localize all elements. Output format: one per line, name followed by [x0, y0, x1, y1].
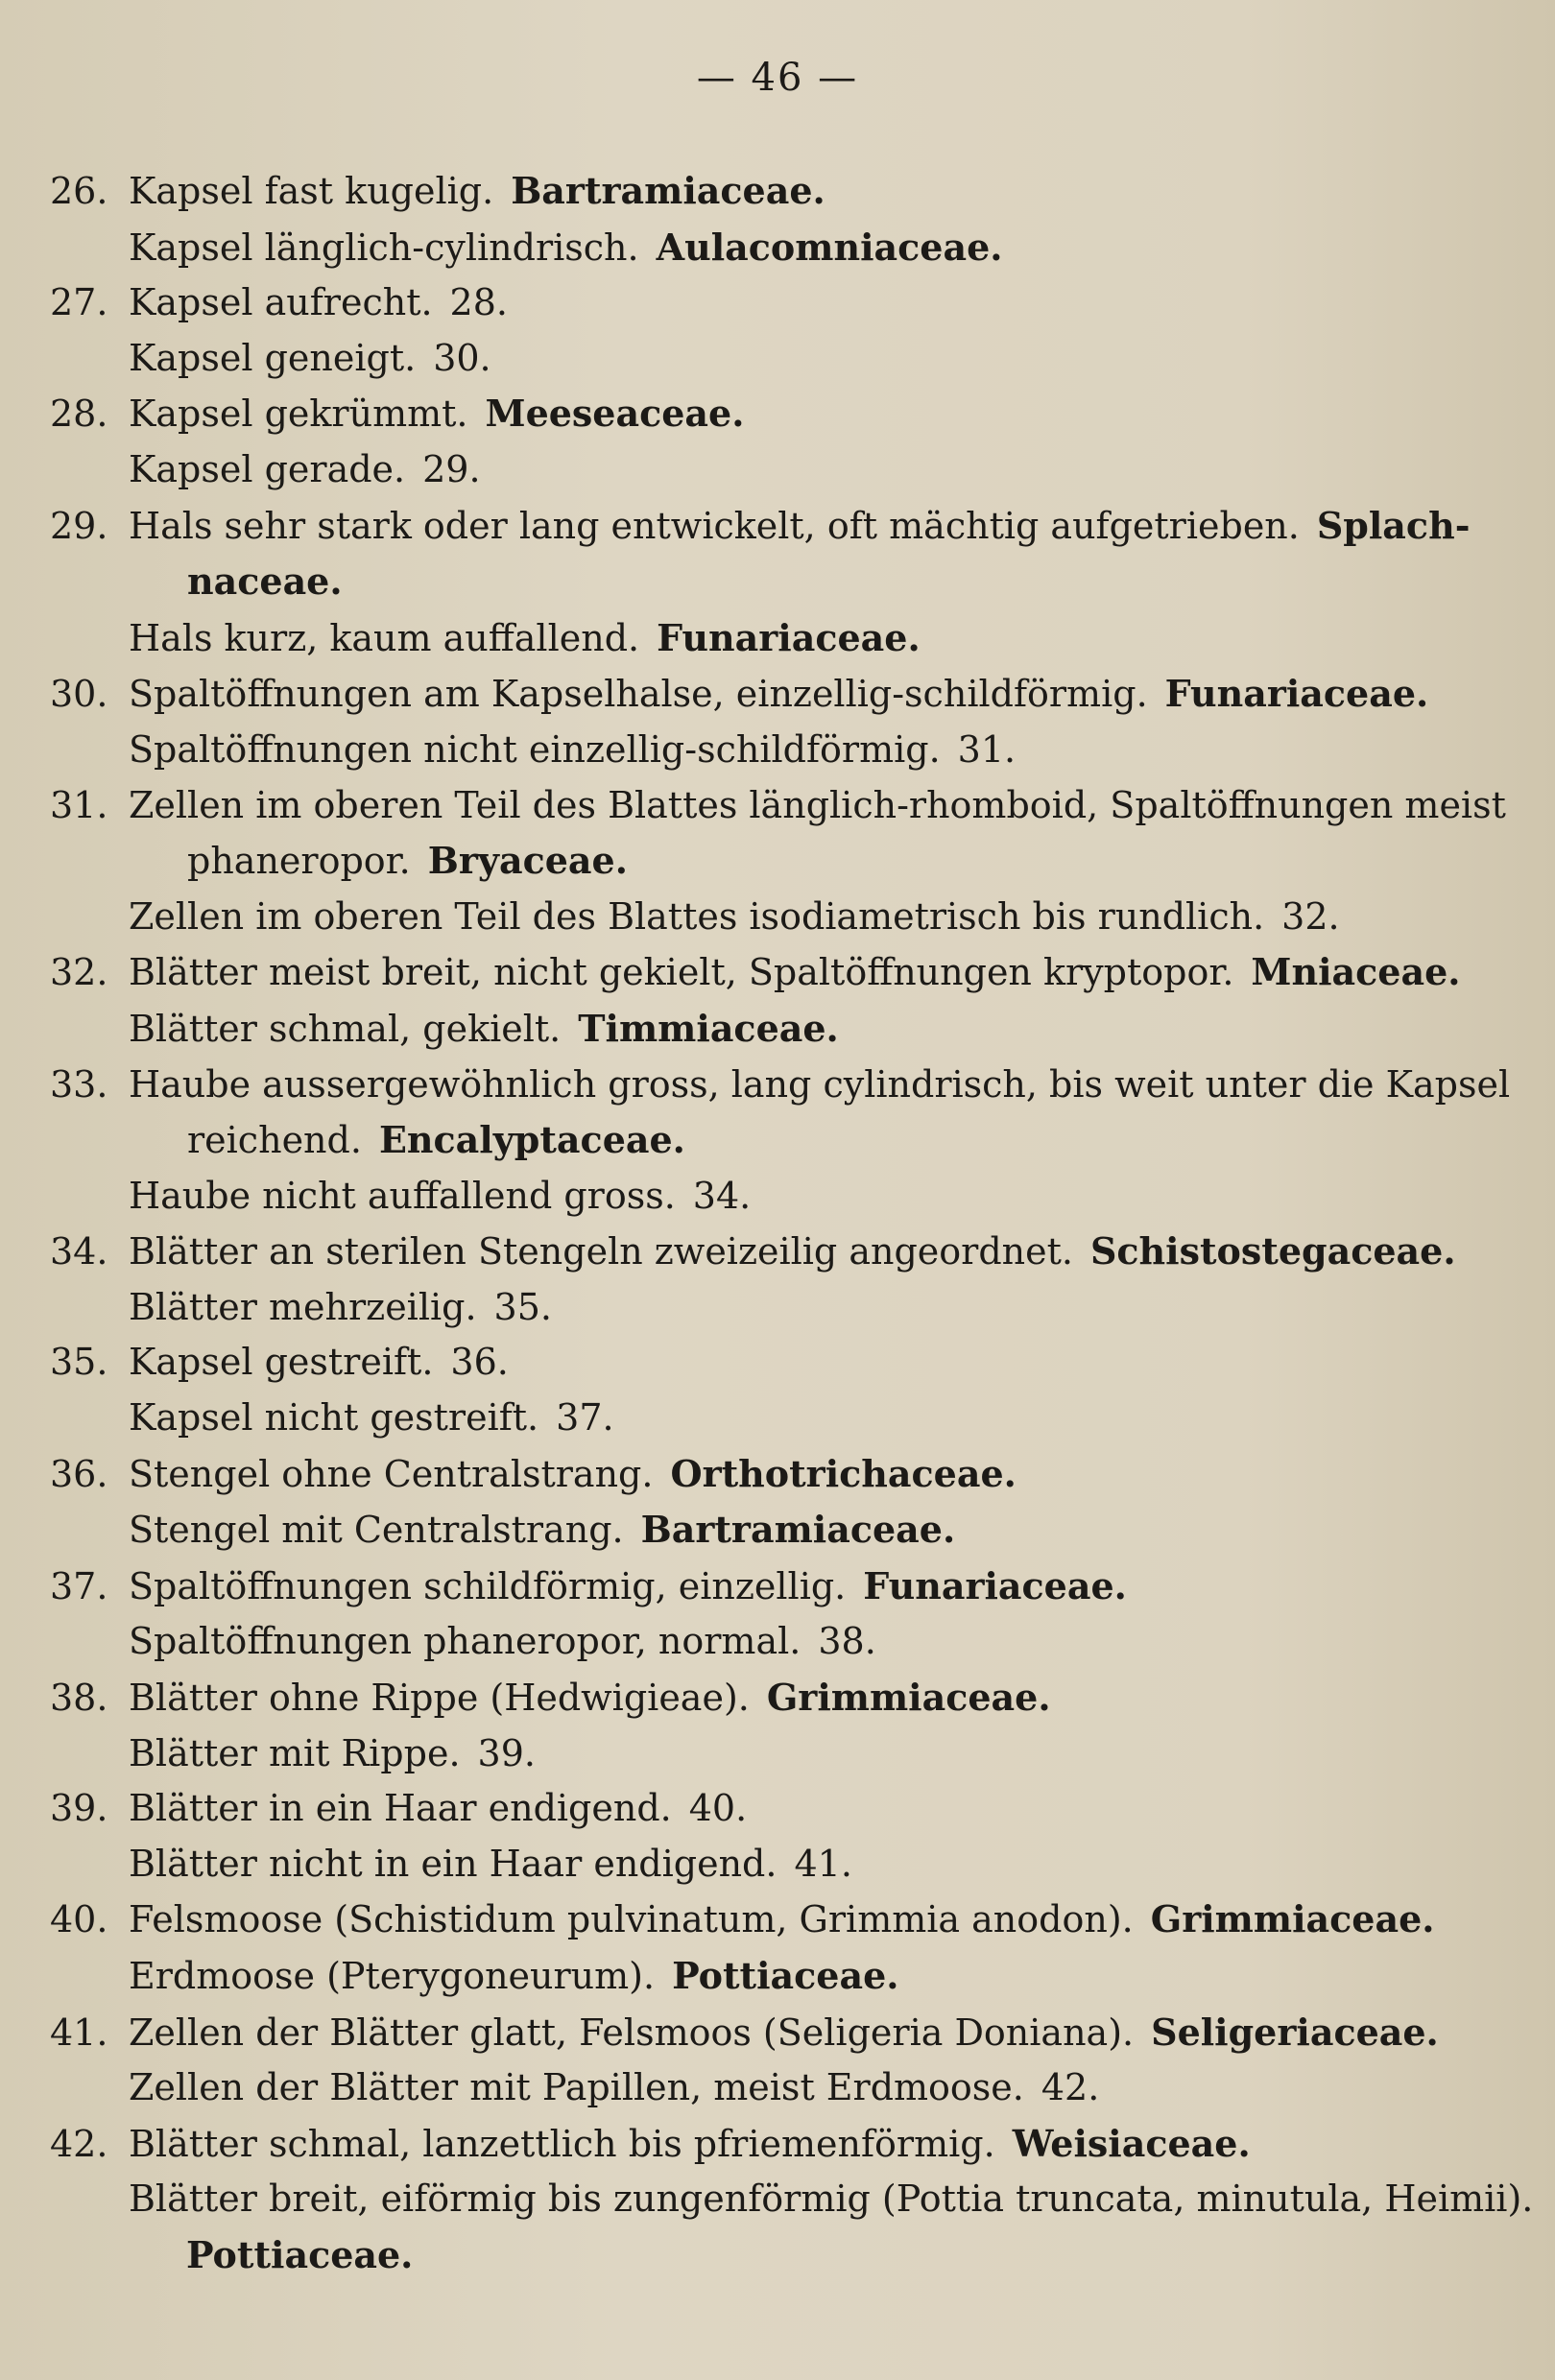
entry-number: 40.	[50, 1898, 108, 1941]
key-text: Hals kurz, kaum auffallend.	[129, 616, 640, 659]
key-text: Stengel ohne Centralstrang.	[129, 1452, 654, 1495]
key-entry	[50, 778, 1506, 945]
key-line-a	[50, 1781, 1499, 1837]
key-text: Zellen im oberen Teil des Blattes isodiametrisch bis rundlich.	[129, 894, 1265, 938]
key-line-b	[50, 2172, 1534, 2227]
entry-number: 38.	[50, 1677, 108, 1720]
key-line-b	[50, 1614, 1499, 1670]
key-text: Blätter mit Rippe.	[129, 1731, 461, 1774]
key-text: Kapsel fast kugelig.	[129, 170, 494, 212]
family-name: Aulacomniaceae.	[656, 225, 1003, 269]
key-line-a	[50, 2005, 1499, 2061]
key-entry	[50, 275, 1499, 386]
page-number: — 46 —	[696, 56, 859, 100]
key-line-b	[50, 723, 1499, 778]
key-text: Blätter in ein Haar endigend.	[129, 1787, 672, 1830]
key-text: phaneropor.	[187, 840, 411, 883]
key-text: Kapsel gekrümmt.	[129, 393, 468, 436]
family-name: Bartramiaceae.	[511, 169, 825, 212]
key-entry	[50, 386, 1499, 497]
entry-reference: 32.	[1281, 894, 1340, 938]
key-line-b	[50, 2060, 1499, 2116]
family-name: Bartramiaceae.	[640, 1508, 956, 1552]
key-text: Kapsel geneigt.	[129, 336, 417, 379]
family-name: Grimmiaceae.	[1150, 1897, 1435, 1941]
family-name: Schistostegaceae.	[1089, 1229, 1456, 1273]
key-text: Blätter an sterilen Stengeln zweizeilig angeordnet.	[129, 1230, 1073, 1273]
key-text: Kapsel gerade.	[129, 447, 406, 490]
key-entry	[50, 1058, 1511, 1225]
family-name: Encalyptaceae.	[378, 1118, 685, 1162]
entry-reference: 42.	[1041, 2066, 1100, 2109]
key-line-a	[50, 666, 1499, 723]
entry-number: 30.	[50, 673, 108, 716]
key-line-b-continued	[50, 2227, 1499, 2284]
key-entry	[50, 1224, 1499, 1335]
family-name: Funariaceae.	[1164, 672, 1429, 716]
key-line-b	[50, 890, 1499, 945]
key-entries	[50, 163, 1534, 2284]
key-line-a	[50, 163, 1499, 220]
key-line-a	[50, 275, 1499, 331]
entry-number: 39.	[50, 1787, 108, 1830]
entry-number: 29.	[50, 504, 108, 547]
key-text: Spaltöffnungen nicht einzellig-schildförmig.	[129, 727, 941, 771]
family-name: naceae.	[187, 559, 343, 604]
key-line-a	[50, 1670, 1499, 1726]
entry-reference: 38.	[818, 1620, 876, 1663]
key-entry	[50, 1335, 1499, 1445]
key-entry	[50, 1670, 1499, 1781]
key-entry	[50, 1446, 1499, 1559]
key-line-a-continued	[50, 1112, 1499, 1169]
family-name: Grimmiaceae.	[766, 1676, 1051, 1720]
key-line-b	[50, 220, 1499, 276]
key-text: Blätter schmal, gekielt.	[129, 1007, 562, 1050]
key-line-b	[50, 1948, 1499, 2005]
key-entry	[50, 498, 1499, 667]
entry-number: 36.	[50, 1452, 108, 1495]
entry-reference: 40.	[688, 1787, 748, 1830]
key-line-b	[50, 1001, 1499, 1058]
key-line-a	[50, 1224, 1499, 1280]
key-entry	[50, 666, 1499, 777]
family-name: Mniaceae.	[1251, 950, 1461, 994]
entry-number: 31.	[50, 783, 108, 826]
key-line-a	[50, 778, 1506, 834]
key-line-a-continued	[50, 554, 1499, 610]
key-text: Blätter mehrzeilig.	[129, 1285, 477, 1328]
entry-reference: 31.	[957, 727, 1017, 771]
entry-reference: 29.	[422, 447, 481, 490]
entry-reference: 30.	[433, 336, 491, 379]
key-text: Zellen der Blätter glatt, Felsmoos (Seligeria Doniana).	[129, 2011, 1135, 2054]
family-name: Pottiaceae.	[672, 1954, 899, 1997]
key-entry	[50, 163, 1499, 275]
key-line-b	[50, 1280, 1499, 1336]
key-text: Spaltöffnungen phaneropor, normal.	[129, 1620, 801, 1663]
key-text: Stengel mit Centralstrang.	[129, 1509, 624, 1552]
key-text: Blätter breit, eiförmig bis zungenförmig (Pottia truncata, minutula, Heimii).	[129, 2178, 1534, 2221]
family-name: Timmiaceae.	[578, 1006, 839, 1050]
entry-reference: 37.	[556, 1396, 614, 1440]
key-text: Haube aussergewöhnlich gross, lang cylindrisch, bis weit unter die Kapsel	[129, 1062, 1511, 1106]
key-entry	[50, 1781, 1499, 1892]
entry-reference: 41.	[794, 1842, 852, 1885]
family-name: Funariaceae.	[657, 615, 921, 659]
key-line-b	[50, 442, 1499, 498]
key-line-a	[50, 1892, 1499, 1948]
entry-number: 37.	[50, 1564, 108, 1607]
family-name: Meeseaceae.	[485, 392, 745, 436]
key-line-a	[50, 1058, 1511, 1113]
family-name: Splach-	[1316, 503, 1471, 547]
key-text: Kapsel aufrecht.	[129, 281, 433, 324]
key-text: Zellen im oberen Teil des Blattes länglich-rhomboid, Spaltöffnungen meist	[129, 783, 1506, 826]
key-text: Felsmoose (Schistidum pulvinatum, Grimmia anodon).	[129, 1898, 1134, 1941]
family-name: Funariaceae.	[863, 1563, 1127, 1607]
key-line-b	[50, 610, 1499, 667]
key-entry	[50, 1559, 1499, 1670]
key-line-a	[50, 386, 1499, 442]
key-line-b	[50, 1837, 1499, 1892]
key-entry	[50, 2005, 1499, 2116]
entry-number: 34.	[50, 1230, 108, 1273]
key-text: Kapsel länglich-cylindrisch.	[129, 226, 639, 269]
entry-reference: 39.	[477, 1731, 536, 1774]
entry-reference: 36.	[450, 1341, 509, 1384]
key-entry	[50, 944, 1499, 1057]
key-text: Hals sehr stark oder lang entwickelt, oft mächtig aufgetrieben.	[129, 504, 1300, 547]
key-line-a	[50, 2116, 1499, 2173]
key-text: Blätter meist breit, nicht gekielt, Spaltöffnungen kryptopor.	[129, 951, 1234, 994]
entry-number: 27.	[50, 281, 108, 324]
key-line-b	[50, 1502, 1499, 1559]
key-text: Kapsel gestreift.	[129, 1341, 434, 1384]
entry-reference: 34.	[692, 1174, 752, 1217]
key-text: Spaltöffnungen am Kapselhalse, einzellig-schildförmig.	[129, 673, 1148, 716]
entry-number: 41.	[50, 2011, 108, 2054]
key-text: Spaltöffnungen schildförmig, einzellig.	[129, 1564, 847, 1607]
key-line-a	[50, 1335, 1499, 1391]
entry-number: 35.	[50, 1341, 108, 1384]
family-name: Bryaceae.	[427, 839, 628, 883]
key-text: Blätter ohne Rippe (Hedwigieae).	[129, 1677, 750, 1720]
key-line-b	[50, 1391, 1499, 1446]
entry-reference: 35.	[493, 1285, 552, 1328]
key-text: Erdmoose (Pterygoneurum).	[129, 1955, 656, 1997]
entry-number: 32.	[50, 951, 108, 994]
key-text: Zellen der Blätter mit Papillen, meist Erdmoose.	[129, 2066, 1024, 2109]
key-line-b	[50, 1726, 1499, 1782]
entry-number: 33.	[50, 1062, 108, 1106]
key-line-a	[50, 1446, 1499, 1503]
entry-number: 26.	[50, 170, 108, 212]
entry-reference: 28.	[449, 281, 508, 324]
key-entry	[50, 1892, 1499, 2004]
key-entry	[50, 2116, 1534, 2284]
key-line-a	[50, 944, 1499, 1001]
family-name: Weisiaceae.	[1012, 2121, 1251, 2165]
family-name: Pottiaceae.	[186, 2232, 414, 2276]
family-name: Seligeriaceae.	[1151, 2010, 1439, 2054]
entry-number: 28.	[50, 393, 108, 436]
key-text: reichend.	[187, 1119, 362, 1162]
key-line-a-continued	[50, 833, 1499, 890]
key-line-b	[50, 331, 1499, 387]
key-text: Kapsel nicht gestreift.	[129, 1396, 539, 1440]
key-text: Blätter nicht in ein Haar endigend.	[129, 1842, 778, 1885]
key-line-a	[50, 498, 1499, 555]
key-text: Blätter schmal, lanzettlich bis pfriemenförmig.	[129, 2122, 995, 2165]
entry-number: 42.	[50, 2122, 108, 2165]
key-line-b	[50, 1169, 1499, 1225]
key-text: Haube nicht auffallend gross.	[129, 1174, 676, 1217]
family-name: Orthotrichaceae.	[670, 1451, 1017, 1495]
key-line-a	[50, 1559, 1499, 1615]
